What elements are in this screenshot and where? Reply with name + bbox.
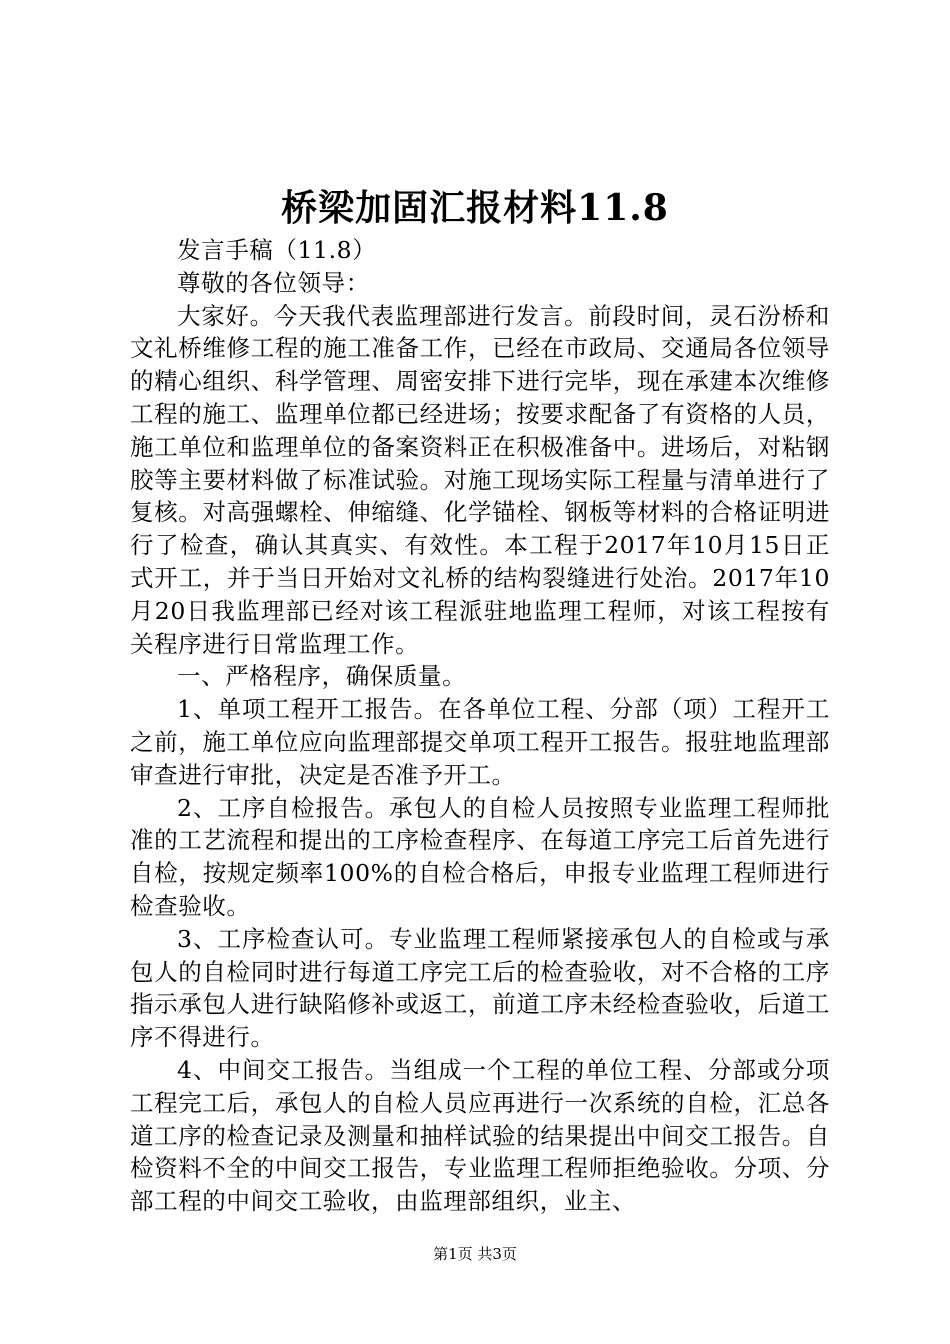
salutation: 尊敬的各位领导： (177, 268, 370, 297)
item-paragraph-1: 1、单项工程开工报告。在各单位工程、分部（项）工程开工之前，施工单位应向监理部提交单项工程开工报告。报驻地监理部审查进行审批，决定是否准予开工。 (130, 695, 830, 789)
item-paragraph-2: 2、工序自检报告。承包人的自检人员按照专业监理工程师批准的工艺流程和提出的工序检查程序、在每道工序完工后首先进行自检，按规定频率100%的自检合格后，申报专业监理工程师进行检查验收。 (130, 793, 830, 920)
page-number: 第1页 共3页 (433, 1245, 517, 1263)
speech-label: 发言手稿（11.8） (177, 236, 377, 264)
document-body (130, 234, 830, 1218)
document-title: 桥梁加固汇报材料11.8 (281, 187, 669, 229)
item-paragraph-4: 4、中间交工报告。当组成一个工程的单位工程、分部或分项工程完工后，承包人的自检人员应再进行一次系统的自检，汇总各道工序的检查记录及测量和抽样试验的结果提出中间交工报告。自检资料不全的中间交工报告，专业监理工程师拒绝验收。分项、分部工程的中间交工验收，由监理部组织，业主、 (130, 1055, 830, 1216)
item-paragraph-3: 3、工序检查认可。专业监理工程师紧接承包人的自检或与承包人的自检同时进行每道工序完工后的检查验收，对不合格的工序指示承包人进行缺陷修补或返工，前道工序未经检查验收，后道工序不得进行。 (130, 924, 830, 1052)
section-heading: 一、严格程序，确保质量。 (177, 662, 467, 691)
intro-paragraph: 大家好。今天我代表监理部进行发言。前段时间，灵石汾桥和文礼桥维修工程的施工准备工作，已经在市政局、交通局各位领导的精心组织、科学管理、周密安排下进行完毕，现在承建本次维修工程的施工、监理单位都已经进场；按要求配备了有资格的人员，施工单位和监理单位的备案资料正在积极准备中。进场后，对粘钢胶等主要材料做了标准试验。对施工现场实际工程量与清单进行了复核。对高强螺栓、伸缩缝、化学锚栓、钢板等材料的合格证明进行了检查，确认其真实、有效性。本工程于2017年10月15日正式开工，并于当日开始对文礼桥的结构裂缝进行处治。2017年10月20日我监理部已经对该工程派驻地监理工程师，对该工程按有关程序进行日常监理工作。 (130, 301, 830, 658)
